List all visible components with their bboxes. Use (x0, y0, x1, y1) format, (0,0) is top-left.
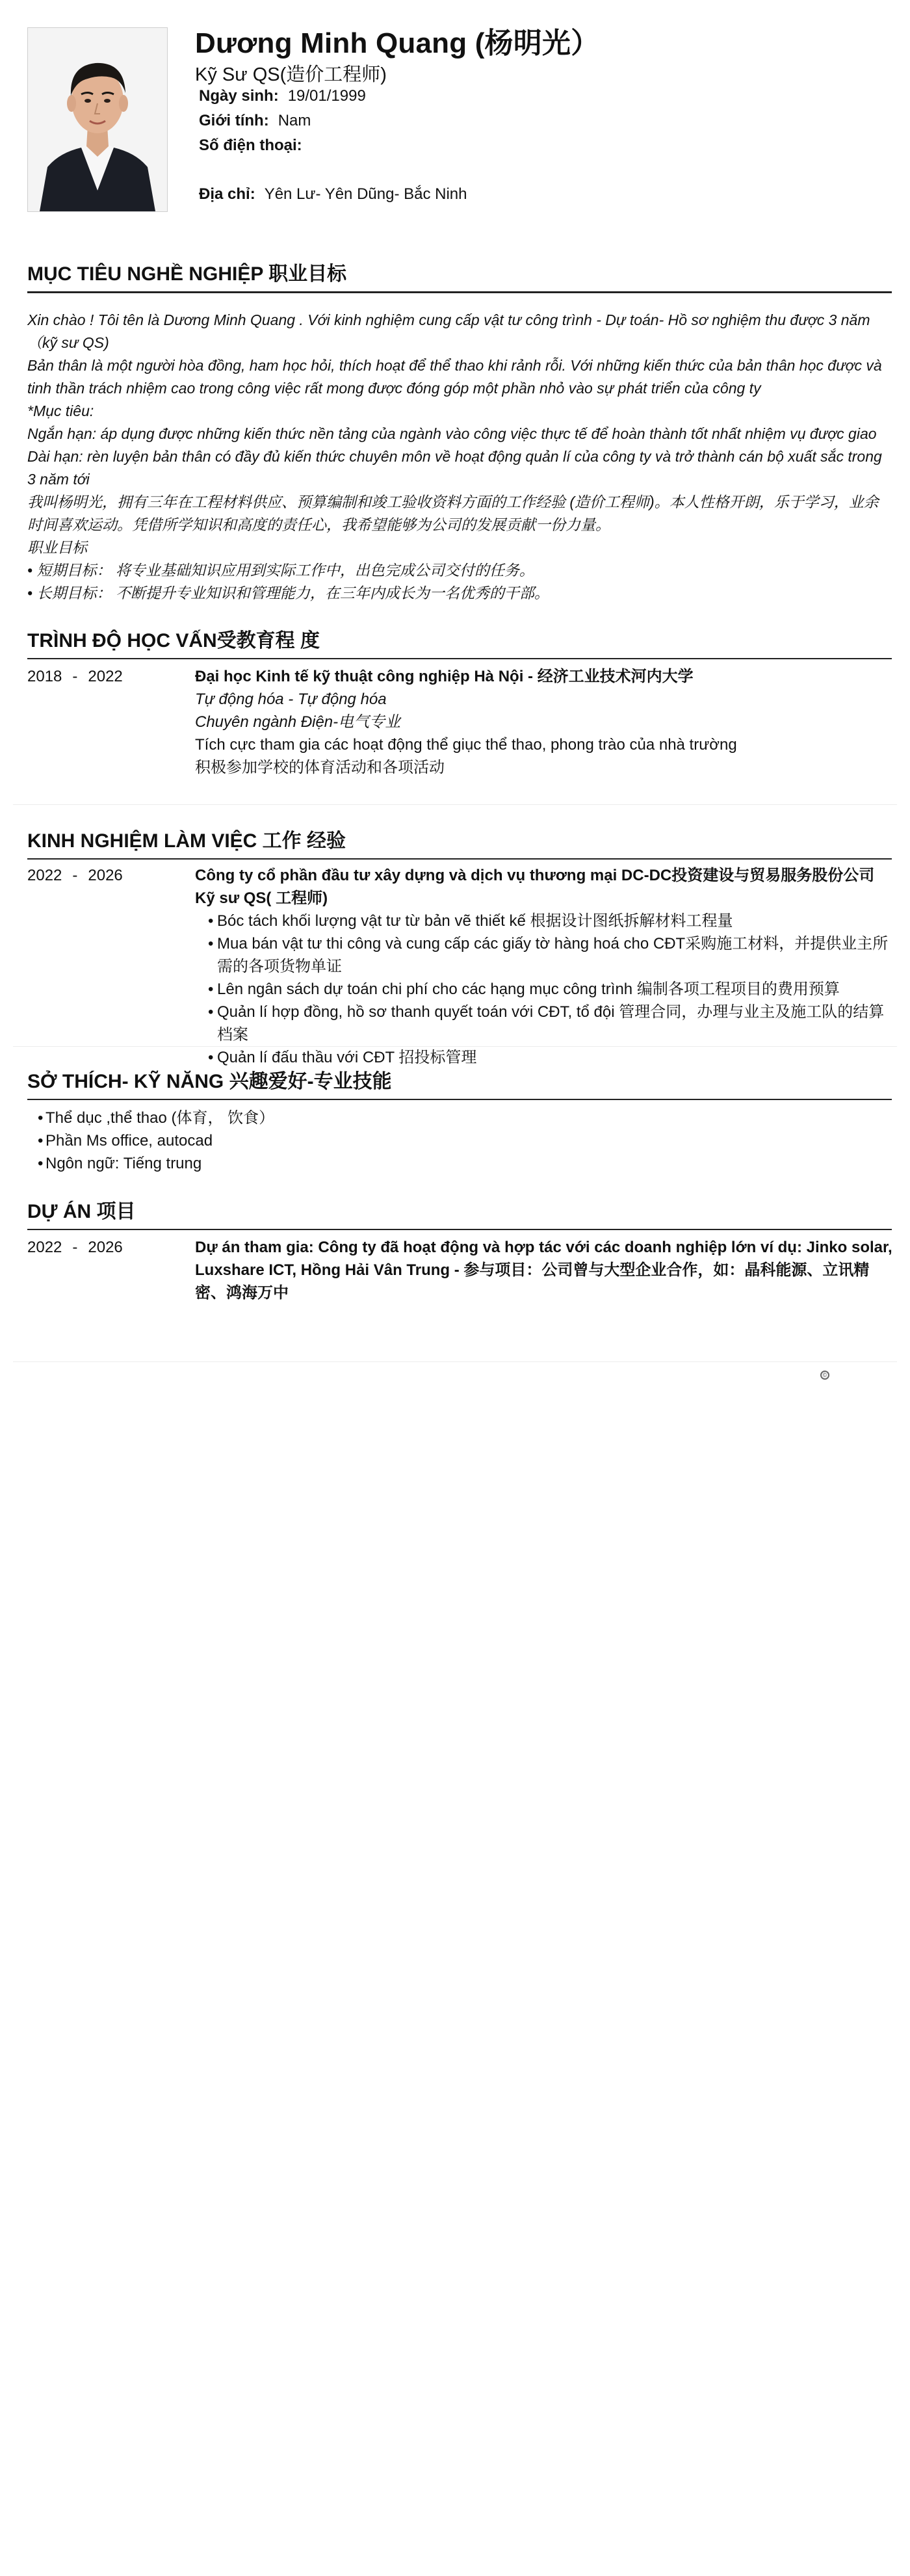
candidate-name: Dương Minh Quang (杨明光） (195, 27, 600, 59)
info-value: 19/01/1999 (287, 87, 366, 105)
skill-item: • Thể dục ,thể thao (体育， 饮食） (27, 1107, 872, 1129)
skill-item: • Ngôn ngữ: Tiếng trung (27, 1152, 872, 1175)
date-end: 2026 (88, 867, 123, 884)
experience-entry (195, 864, 894, 1069)
objective-text (27, 309, 882, 605)
section-title-objective: MỤC TIÊU NGHỀ NGHIỆP 职业目标 (27, 257, 892, 293)
section-title-education: TRÌNH ĐỘ HỌC VẤN受教育程 度 (27, 624, 892, 659)
job-role: Kỹ sư QS( 工程师) (195, 889, 328, 907)
info-address (199, 185, 467, 204)
section-divider (13, 804, 897, 805)
objective-line: Ngắn hạn: áp dụng được những kiến thức nền tảng của ngành vào công việc thực tế để hoàn thành tốt nhất nhiệm vụ được giao (27, 425, 877, 442)
info-label: Địa chỉ: (199, 185, 255, 203)
date-start: 2018 (27, 668, 62, 685)
objective-line: Xin chào ! Tôi tên là Dương Minh Quang . Với kinh nghiệm cung cấp vật tư công trình - Dự toán- Hồ sơ nghiệm thu được 3 năm （kỹ sư QS) (27, 311, 870, 351)
company-name: Công ty cổ phần đầu tư xây dựng và dịch vụ thương mại DC-DC投资建设与贸易服务股份公司 (195, 867, 875, 884)
task-item: • Quản lí đấu thầu với CĐT 招投标管理 (195, 1046, 894, 1069)
section-title-skills: SỞ THÍCH- KỸ NĂNG 兴趣爱好-专业技能 (27, 1065, 892, 1100)
school-name: Đại học Kinh tế kỹ thuật công nghiệp Hà Nội - 经济工业技术河内大学 (195, 668, 694, 685)
objective-line: 我叫杨明光，拥有三年在工程材料供应、预算编制和竣工验收资料方面的工作经验 (造价工程师)。本人性格开朗，乐于学习，业余时间喜欢运动。凭借所学知识和高度的责任心，我希望能够为公司的发展贡献一份力量。 (27, 493, 879, 533)
section-title-projects: DỰ ÁN 项目 (27, 1195, 892, 1230)
info-label: Giới tính: (199, 112, 269, 129)
section-divider (13, 1046, 897, 1047)
info-value: Yên Lư- Yên Dũng- Bắc Ninh (264, 185, 467, 203)
task-list (195, 910, 894, 1069)
date-start: 2022 (27, 867, 62, 884)
info-birthdate (199, 87, 366, 105)
date-start: 2022 (27, 1239, 62, 1256)
task-item: • Quản lí hợp đồng, hồ sơ thanh quyết toán với CĐT, tổ đội 管理合同，办理与业主及施工队的结算档案 (195, 1001, 894, 1046)
project-description: Dự án tham gia: Công ty đã hoạt động và hợp tác với các doanh nghiệp lớn ví dụ: Jinko solar, Luxshare ICT, Hồng Hải Vân Trung - 参与项目：公司曾与大型企业合作，如：晶科能源、立讯精密、鸿海万中 (195, 1239, 892, 1302)
objective-line: • 长期目标： 不断提升专业知识和管理能力，在三年内成长为一名优秀的干部。 (27, 585, 549, 601)
skill-item: • Phần Ms office, autocad (27, 1129, 872, 1152)
objective-line: • 短期目标： 将专业基础知识应用到实际工作中，出色完成公司交付的任务。 (27, 562, 534, 579)
education-major: Tự động hóa - Tự động hóa (195, 690, 387, 708)
info-value: Nam (278, 112, 311, 129)
info-label: Số điện thoại: (199, 137, 302, 154)
project-entry (195, 1236, 894, 1304)
project-date: 2022 - 2026 (27, 1239, 123, 1256)
education-note: Tích cực tham gia các hoạt động thể giục thể thao, phong trào của nhà trường (195, 736, 737, 754)
skills-list (27, 1107, 872, 1175)
education-note: 积极参加学校的体育活动和各项活动 (195, 759, 445, 776)
objective-line: *Mục tiêu: (27, 402, 94, 419)
task-item: • Lên ngân sách dự toán chi phí cho các hạng mục công trình 编制各项工程项目的费用预算 (195, 978, 894, 1001)
education-entry (195, 665, 894, 779)
education-date: 2018 - 2022 (27, 668, 123, 685)
objective-line: 职业目标 (27, 539, 87, 556)
info-phone (199, 137, 311, 155)
date-end: 2026 (88, 1239, 123, 1256)
task-item: • Bóc tách khối lượng vật tư từ bản vẽ thiết kế 根据设计图纸拆解材料工程量 (195, 910, 894, 932)
info-label: Ngày sinh: (199, 87, 279, 105)
objective-line: Dài hạn: rèn luyện bản thân có đầy đủ kiến thức chuyên môn về hoạt động quản lí của công ty và trở thành cán bộ xuất sắc trong 3 năm tới (27, 448, 882, 488)
portrait-image (28, 28, 167, 211)
candidate-position: Kỹ Sư QS(造价工程师) (195, 64, 387, 85)
section-title-experience: KINH NGHIỆM LÀM VIỆC 工作 经验 (27, 824, 892, 860)
date-end: 2022 (88, 668, 123, 685)
profile-photo (27, 27, 168, 212)
education-specialty: Chuyên ngành Điện-电气专业 (195, 713, 401, 731)
objective-line: Bản thân là một người hòa đồng, ham học hỏi, thích hoạt để thể thao khi rảnh rỗi. Với những kiến thức của bản thân học được và tinh thần trách nhiệm cao trong công việc rất mong được đóng góp một phần nhỏ vào sự phát triển của công ty (27, 357, 882, 397)
task-item: • Mua bán vật tư thi công và cung cấp các giấy tờ hàng hoá cho CĐT采购施工材料，并提供业主所需的各项货物单证 (195, 932, 894, 978)
cv-header (0, 0, 910, 234)
info-gender (199, 112, 311, 130)
experience-date: 2022 - 2026 (27, 867, 123, 884)
section-divider (13, 1361, 897, 1362)
copyright-icon: © (820, 1371, 829, 1380)
